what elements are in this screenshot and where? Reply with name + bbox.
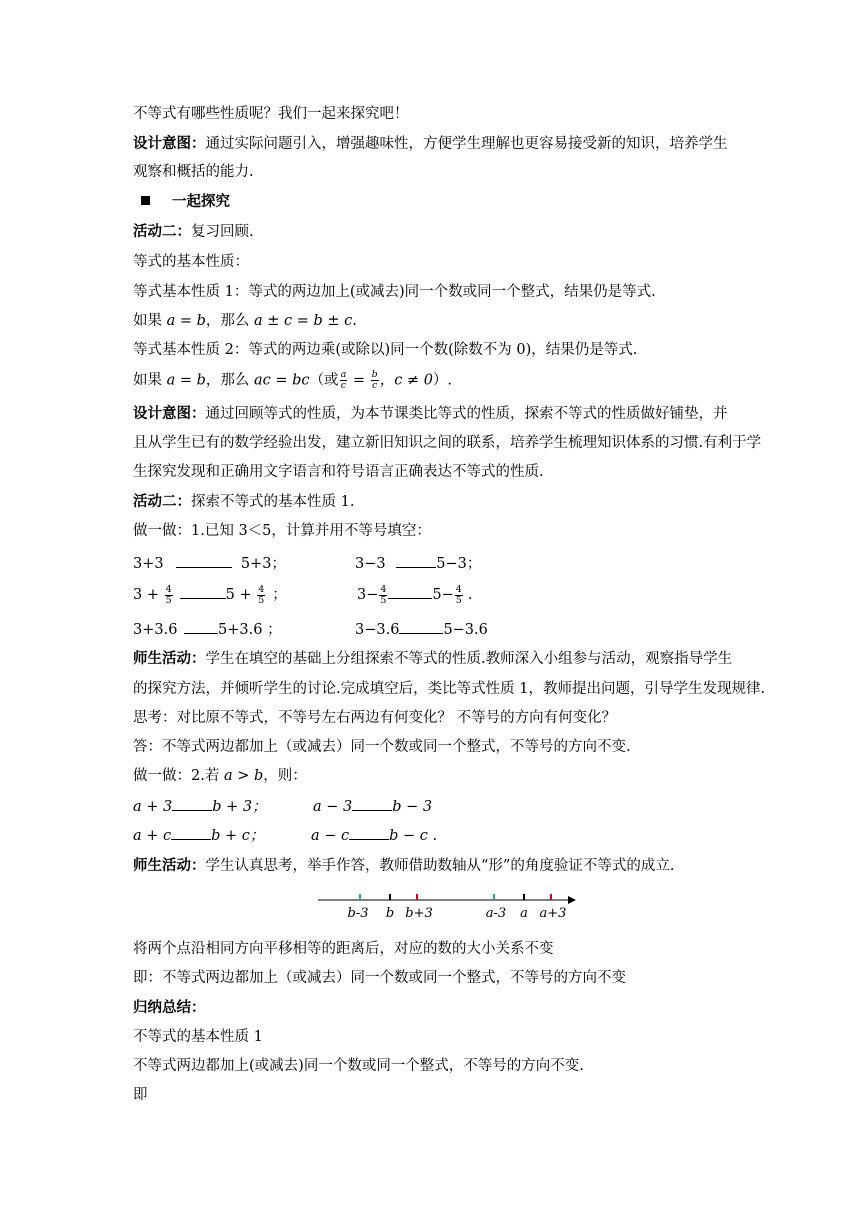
fraction [257, 585, 265, 606]
exercise-2-prompt [133, 766, 307, 786]
exercise-2-row-2-left [133, 825, 264, 846]
exercise-2-row-1-left [133, 796, 267, 817]
exercise-row-2-left [133, 584, 287, 606]
label-b-minus-3: b-3 [347, 906, 369, 921]
math-expr: ，c ≠ 0 [379, 372, 433, 389]
answer-line: 答：不等式两边都加上（或减去）同一个数或同一个整式，不等号的方向不变. [133, 739, 631, 755]
math-expr: b + c； [211, 828, 265, 844]
design-intent-1-cont: 观察和概括的能力. [133, 164, 254, 180]
section-heading [141, 192, 230, 212]
design-intent-2 [133, 404, 728, 424]
fraction [165, 585, 173, 606]
denominator: 5 [165, 594, 172, 606]
property-title: 不等式的基本性质 1 [133, 1029, 263, 1045]
activity-2-heading [133, 222, 254, 242]
text: 3−3 [355, 556, 386, 572]
activity-label: 师生活动： [133, 857, 206, 874]
text: 3+3 [133, 556, 164, 572]
fraction [371, 370, 379, 391]
property-2-formula [133, 370, 452, 391]
activity-text: 复习回顾. [191, 224, 254, 240]
design-intent-1 [133, 134, 728, 154]
design-intent-2-cont: 且从学生已有的数学经验出发，建立新旧知识之间的联系，培养学生梳理知识体系的习惯.有利于学 [133, 435, 762, 451]
think-question: 思考：对比原不等式，不等号左右两边有何变化？ 不等号的方向有何变化？ [133, 710, 617, 726]
text: 3− [357, 587, 379, 603]
text: 做一做：2.若 [133, 768, 224, 784]
text: 5+3.6 ； [218, 622, 282, 638]
teacher-student-activity-1-cont: 的探究方法，并倾听学生的讨论.完成填空后，类比等式性质 1，教师提出问题，引导学生发现规律. [133, 681, 766, 697]
property-1-formula [133, 311, 357, 331]
equation-property-2: 等式基本性质 2：等式的两边乘(或除以)同一个数(除数不为 0)，结果仍是等式. [133, 342, 638, 358]
answer-blank[interactable] [388, 584, 432, 599]
summary-heading: 归纳总结： [133, 999, 206, 1016]
design-intent-2-cont2: 生探究发现和正确用文字语言和符号语言正确表达不等式的性质. [133, 464, 544, 480]
denominator: c [371, 380, 378, 391]
text: 3 + [133, 587, 164, 603]
design-intent-label: 设计意图： [133, 135, 206, 152]
text: ，那么 [205, 372, 255, 389]
equation-properties-heading: 等式的基本性质： [133, 254, 249, 270]
text: ，那么 [205, 313, 255, 329]
text: ）. [432, 372, 453, 389]
math-expr: b − c . [389, 828, 438, 844]
text: 3−3.6 [355, 622, 400, 638]
numerator: 4 [380, 583, 387, 595]
text: ； [272, 587, 287, 603]
design-intent-text: 通过回顾等式的性质，为本节课类比等式的性质，探索不等式的性质做好铺垫，并 [205, 406, 728, 422]
exercise-row-1-left [133, 553, 286, 574]
text: 3+3.6 [133, 622, 178, 638]
text: 如果 [133, 313, 167, 329]
activity-text: 探索不等式的基本性质 1. [191, 494, 355, 510]
answer-blank[interactable] [396, 553, 436, 568]
equation-property-1: 等式基本性质 1：等式的两边加上(或减去)同一个数或同一个整式，结果仍是等式. [133, 284, 656, 300]
exercise-2-row-2-right [311, 825, 437, 846]
arrow-head-icon [568, 896, 576, 904]
fraction [340, 370, 348, 391]
math-expr: a + c [133, 828, 172, 844]
answer-blank[interactable] [349, 825, 389, 840]
text: . [467, 587, 473, 603]
answer-blank[interactable] [180, 584, 226, 599]
exercise-row-1-right [355, 553, 481, 574]
numerator: 4 [258, 583, 265, 595]
teacher-student-activity-1 [133, 649, 732, 669]
math-expr: a − c [311, 828, 350, 844]
numerator: 4 [165, 583, 172, 595]
label-a-minus-3: a-3 [485, 906, 507, 921]
ie-statement: 即：不等式两边都加上（或减去）同一个数或同一个整式，不等号的方向不变 [133, 970, 626, 986]
math-expr: ac = bc [254, 372, 310, 389]
math-expr: a + 3 [133, 799, 173, 815]
shift-statement: 将两个点沿相同方向平移相等的距离后，对应的数的大小关系不变 [133, 941, 554, 957]
text: = [348, 372, 370, 389]
intro-line: 不等式有哪些性质呢？我们一起来探究吧！ [133, 106, 409, 122]
answer-blank[interactable] [176, 553, 232, 568]
label-a: a [520, 906, 528, 921]
teacher-student-activity-2 [133, 856, 674, 876]
math-expr: a − 3 [313, 799, 353, 815]
number-line-diagram [316, 887, 578, 923]
numerator: a [340, 369, 347, 380]
numerator: b [371, 369, 378, 380]
answer-blank[interactable] [172, 796, 212, 811]
label-b: b [385, 906, 395, 921]
answer-blank[interactable] [171, 825, 211, 840]
design-intent-label: 设计意图： [133, 405, 206, 422]
answer-blank[interactable] [399, 619, 443, 634]
math-expr: b − 3 [392, 799, 433, 815]
text: 如果 [133, 372, 167, 389]
fraction [455, 585, 463, 606]
denominator: 5 [380, 594, 387, 606]
text: 5 + [225, 587, 257, 603]
exercise-row-2-right [357, 584, 472, 606]
section-title: 一起探究 [172, 193, 230, 210]
fraction [379, 585, 387, 606]
exercise-1-prompt: 做一做：1.已知 3＜5，计算并用不等号填空： [133, 523, 431, 539]
math-expr: a > b [223, 768, 264, 784]
denominator: c [340, 380, 347, 391]
numerator: 4 [455, 583, 462, 595]
activity-label: 师生活动： [133, 650, 206, 667]
math-expr: a ± c = b ± c. [254, 313, 357, 329]
activity-label: 活动二： [133, 493, 191, 510]
math-expr: a = b [166, 372, 206, 389]
label-b-plus-3: b+3 [405, 906, 433, 921]
square-bullet-icon [141, 196, 150, 205]
answer-blank[interactable] [352, 796, 392, 811]
exercise-row-3-left [133, 619, 282, 640]
text: （或 [309, 372, 339, 389]
activity-label: 活动二： [133, 223, 191, 240]
denominator: 5 [455, 594, 462, 606]
exercise-2-row-1-right [313, 796, 432, 817]
label-a-plus-3: a+3 [539, 906, 567, 921]
text: 5−3； [436, 556, 482, 572]
text: 5− [432, 587, 454, 603]
text: 5+3； [240, 556, 286, 572]
property-statement: 不等式两边都加上(或减去)同一个数或同一个整式，不等号的方向不变. [133, 1058, 584, 1074]
math-expr: a = b [166, 313, 206, 329]
text: 5−3.6 [443, 622, 488, 638]
text: ，则： [263, 768, 307, 784]
design-intent-text: 通过实际问题引入，增强趣味性，方便学生理解也更容易接受新的知识，培养学生 [205, 136, 728, 152]
denominator: 5 [258, 594, 265, 606]
exercise-row-3-right [355, 619, 488, 640]
activity-2b-heading [133, 492, 354, 512]
ji-line: 即 [133, 1087, 148, 1103]
answer-blank[interactable] [184, 619, 218, 634]
activity-text: 学生在填空的基础上分组探索不等式的性质.教师深入小组参与活动，观察指导学生 [205, 651, 733, 667]
math-expr: b + 3； [212, 799, 267, 815]
activity-text: 学生认真思考，举手作答，教师借助数轴从“形”的角度验证不等式的成立. [205, 858, 675, 874]
